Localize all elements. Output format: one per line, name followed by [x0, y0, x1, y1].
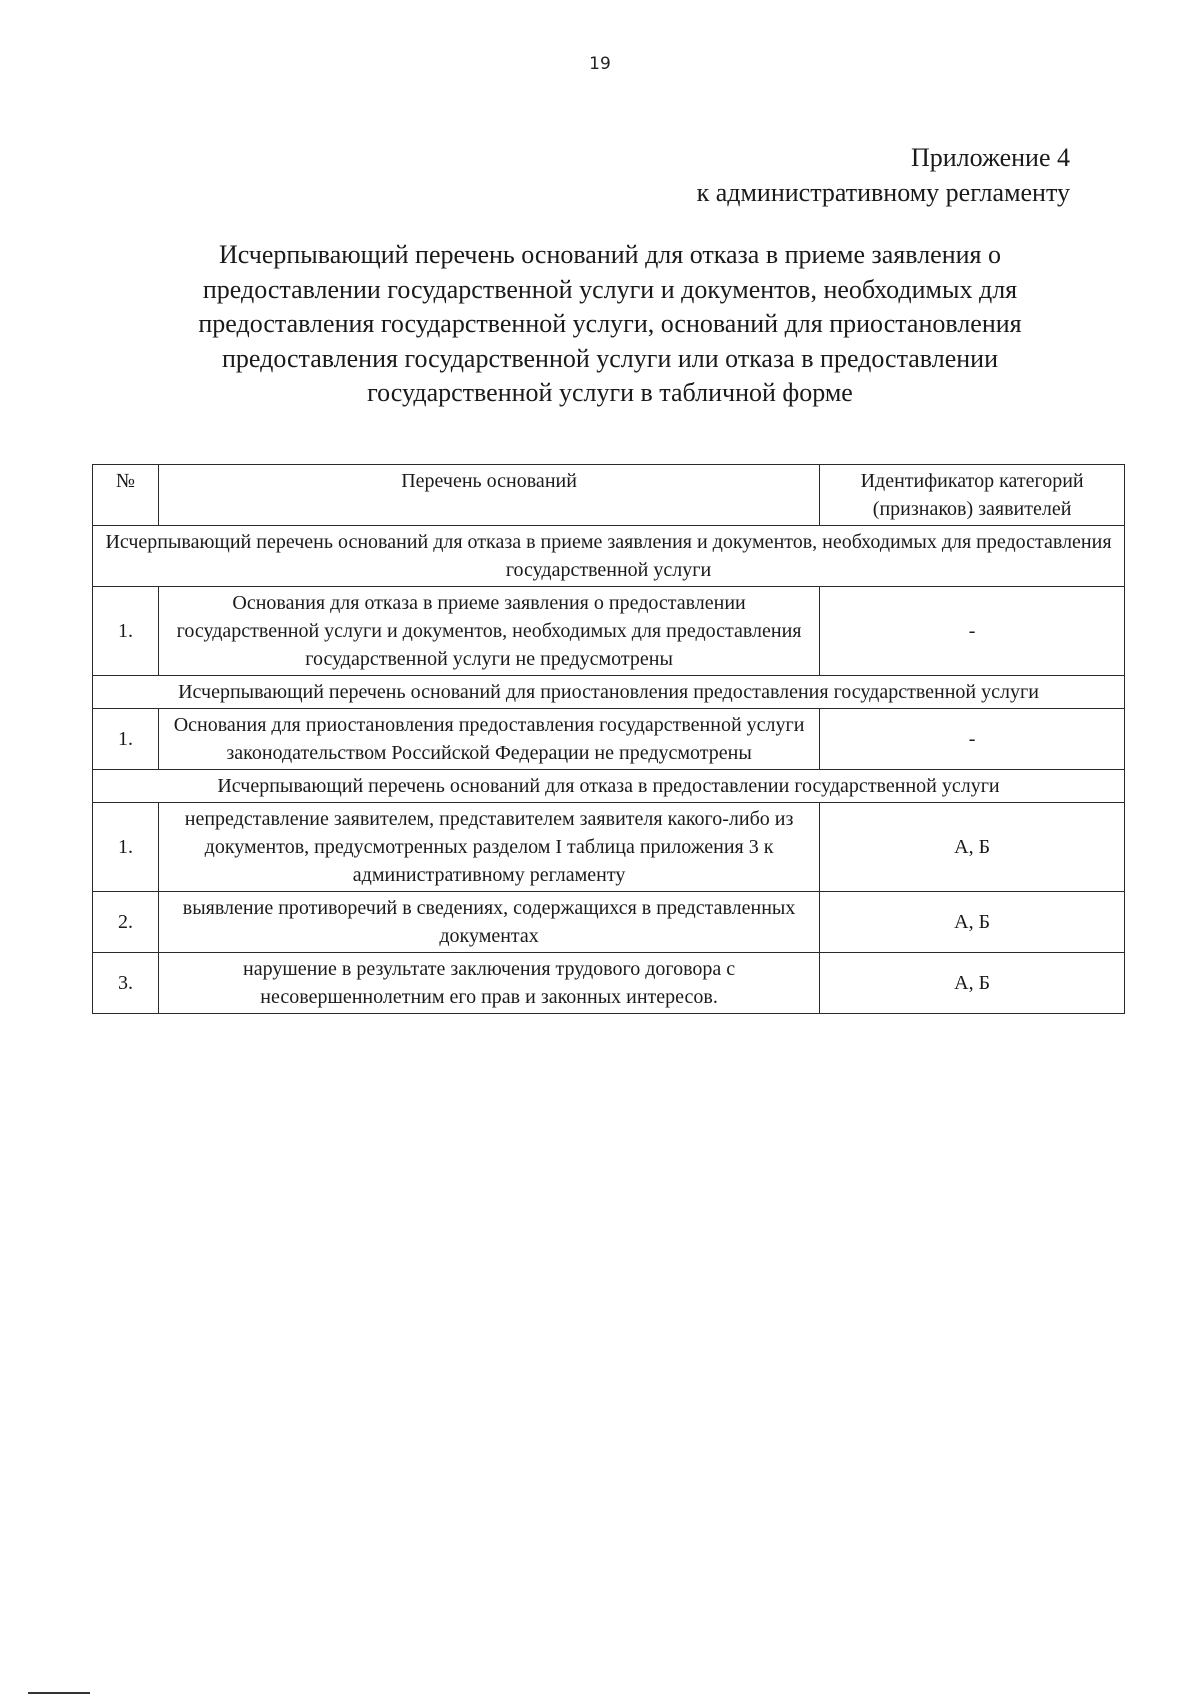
row-identifier: А, Б: [820, 892, 1125, 953]
row-text: Основания для приостановления предоставления государственной услуги законодательством Российской Федерации не предусмотрены: [158, 709, 819, 770]
table-row: [93, 892, 1125, 953]
section-heading: Исчерпывающий перечень оснований для отказа в приеме заявления и документов, необходимых для предоставления государственной услуги: [93, 526, 1125, 587]
row-num: 1.: [93, 709, 159, 770]
row-identifier: -: [820, 587, 1125, 676]
page-number: 19: [589, 54, 611, 74]
section-heading: Исчерпывающий перечень оснований для отказа в предоставлении государственной услуги: [93, 770, 1125, 803]
document-title: [150, 238, 1070, 411]
title-line: предоставления государственной услуги, оснований для приостановления: [198, 309, 1022, 338]
section-heading-row: [93, 770, 1125, 803]
grounds-table: [92, 464, 1125, 1014]
section-heading-row: [93, 526, 1125, 587]
title-line: предоставления государственной услуги или отказа в предоставлении: [221, 343, 998, 373]
title-line: предоставлении государственной услуги и документов, необходимых для: [202, 274, 1018, 304]
table-row: [93, 953, 1125, 1014]
row-num: 2.: [93, 892, 159, 953]
appendix-regulation: к административному регламенту: [696, 178, 1070, 207]
table-header-row: [93, 465, 1125, 526]
appendix-reference: [697, 140, 1070, 210]
row-text: нарушение в результате заключения трудового договора с несовершеннолетним его прав и законных интересов.: [158, 953, 819, 1014]
header-identifier: Идентификатор категорий (признаков) заявителей: [820, 465, 1125, 526]
section-heading-row: [93, 676, 1125, 709]
row-num: 1.: [93, 587, 159, 676]
row-num: 3.: [93, 953, 159, 1014]
header-grounds: Перечень оснований: [158, 465, 819, 526]
row-text: Основания для отказа в приеме заявления о предоставлении государственной услуги и документов, необходимых для предоставления государственной услуги не предусмотрены: [158, 587, 819, 676]
row-num: 1.: [93, 803, 159, 892]
title-line: государственной услуги в табличной форме: [367, 378, 853, 407]
bottom-rule: [28, 1692, 90, 1694]
table-row: [93, 587, 1125, 676]
appendix-number: Приложение 4: [910, 143, 1070, 172]
row-identifier: -: [820, 709, 1125, 770]
section-heading: Исчерпывающий перечень оснований для приостановления предоставления государственной услуги: [93, 676, 1125, 709]
table-row: [93, 803, 1125, 892]
table-row: [93, 709, 1125, 770]
row-identifier: А, Б: [820, 953, 1125, 1014]
row-identifier: А, Б: [820, 803, 1125, 892]
row-text: выявление противоречий в сведениях, содержащихся в представленных документах: [158, 892, 819, 953]
title-line: Исчерпывающий перечень оснований для отказа в приеме заявления о: [218, 240, 1001, 269]
header-num: №: [93, 465, 159, 526]
row-text: непредставление заявителем, представителем заявителя какого-либо из документов, предусмотренных разделом I таблица приложения 3 к административному регламенту: [158, 803, 819, 892]
